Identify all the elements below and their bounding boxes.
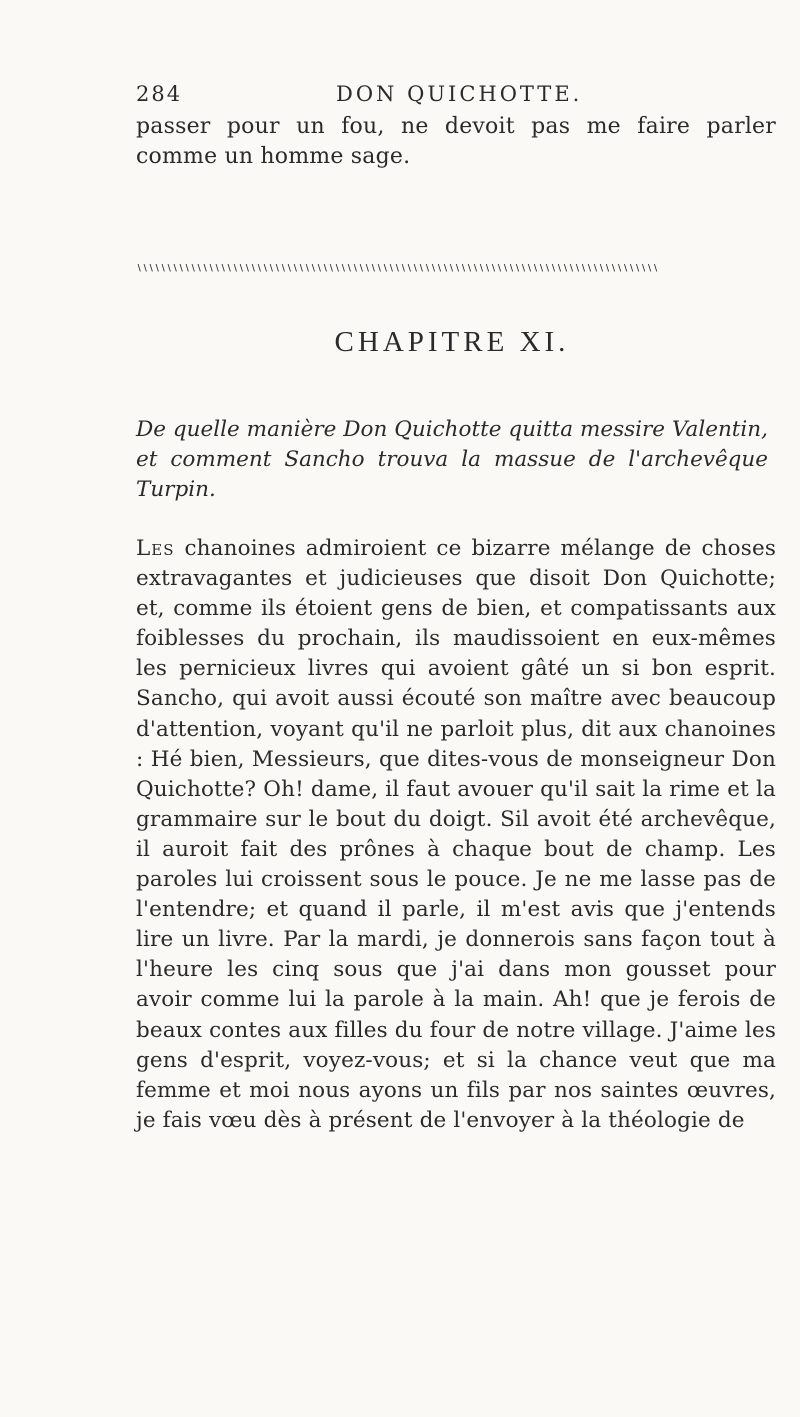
running-title: DON QUICHOTTE. xyxy=(336,82,583,106)
page-number: 284 xyxy=(136,82,183,106)
body-text-content: chanoines admiroient ce bizarre mélange de choses extravagantes et judicieuses que disoit Don Quichotte; et, comme ils étoient gens de bien, et compatissants aux foiblesses du prochain, ils maudissoient en eux-mêmes les pernicieux livres qui avoient gâté un si bon esprit. Sancho, qui avoit aussi écouté son maître avec beaucoup d'attention, voyant qu'il ne parloit plus, dit aux chanoines : Hé bien, Messieurs, que dites-vous de monseigneur Don Quichotte? Oh! dame, il faut avouer qu'il sait la rime et la grammaire sur le bout du doigt. Sil avoit été archevêque, il auroit fait des prônes à chaque bout de champ. Les paroles lui croissent sous le pouce. Je ne me lasse pas de l'entendre; et quand il parle, il m'est avis que j'entends lire un livre. Par la mardi, je donnerois sans façon tout à l'heure les cinq sous que j'ai dans mon gousset pour avoir comme lui la parole à la main. Ah! que je ferois de beaux contes aux filles du four de notre village. J'aime les gens d'esprit, voyez-vous; et si la chance veut que ma femme et moi nous ayons un fils par nos saintes œuvres, je fais vœu dès à présent de l'envoyer à la théologie de xyxy=(136,536,776,1133)
body-paragraph xyxy=(136,534,776,1136)
ornamental-divider: ∖∖∖∖∖∖∖∖∖∖∖∖∖∖∖∖∖∖∖∖∖∖∖∖∖∖∖∖∖∖∖∖∖∖∖∖∖∖∖∖∖∖∖∖∖∖∖∖∖∖∖∖∖∖∖∖∖∖∖∖∖∖∖∖∖∖∖∖∖∖∖∖∖∖∖∖∖∖∖∖∖∖∖∖∖∖∖ xyxy=(135,264,658,272)
running-head xyxy=(136,82,766,112)
opening-word: Les xyxy=(136,536,175,561)
chapter-heading: CHAPITRE XI. xyxy=(334,326,570,358)
carry-over-paragraph: passer pour un fou, ne devoit pas me faire parler comme un homme sage. xyxy=(136,114,776,169)
chapter-summary: De quelle manière Don Quichotte quitta messire Valentin, et comment Sancho trouva la massue de l'archevêque Turpin. xyxy=(136,417,768,502)
